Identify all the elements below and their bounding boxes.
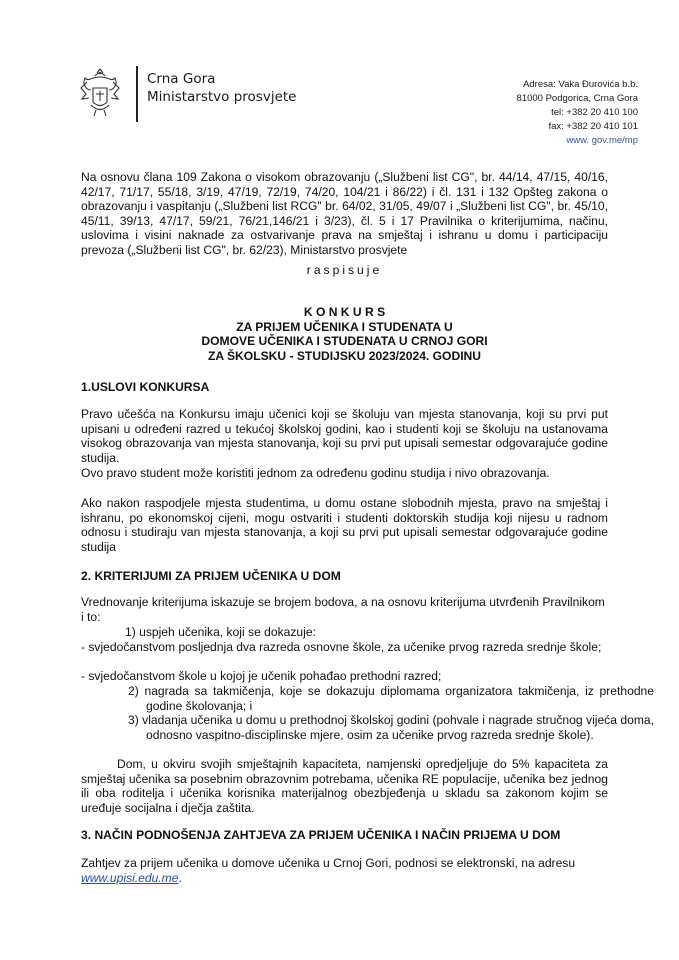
criterion-1-sub-1: - svjedočanstvom posljednja dva razreda osnovne škole, za učenike prvog razreda srednje škole; [81, 640, 602, 654]
section-1-paragraph-1: Pravo učešća na Konkursu imaju učenici koji se školuju van mjesta stanovanja, koji su prvi put upisani u određeni razred u tekućoj školskoj godini, kao i studenti koji se školuju na ustanovama visokog obrazovanja van mjesta stanovanja, koji su prvi put upisali semestar odgovarajuće godine studija. [81, 407, 608, 465]
address-street: Adresa: Vaka Đurovića b.b. [523, 79, 638, 90]
legal-basis-paragraph: Na osnovu člana 109 Zakona o visokom obrazovanju („Službeni list CG", br. 44/14, 47/15, 40/16, 42/17, 71/17, 55/18, 3/19, 47/19, 72/19, 74/20, 104/21 i 86/22) i čl. 131 i 132 Opšteg zakona o obrazovanju i vaspitanju („Službeni list RCG" br. 64/02, 31/05, 49/07 i „Službeni list CG", br. 45/10, 45/11, 39/13, 47/17, 59/21, 76/21,146/21 i 3/23), čl. 5 i 17 Pravilnika o kriterijumima, načinu, uslovima i visini naknade za ostvarivanje prava na smještaj i ishranu u domu i participaciju prevoza („Službeni list CG", br. 62/23), Ministarstvo prosvjete [81, 170, 608, 257]
letterhead [78, 64, 638, 154]
criterion-2: 2) nagrada sa takmičenja, koje se dokazuju diplomama organizatora takmičenja, iz prethodne godine školovanja; i [128, 684, 654, 713]
section-2-intro: Vrednovanje kriterijuma iskazuje se brojem bodova, a na osnovu kriterijuma utvrđenih Pravilnikom i to: [81, 595, 605, 624]
section-1-heading: 1.USLOVI KONKURSA [81, 380, 210, 394]
section-2-closing: Dom, u okviru svojih smještajnih kapaciteta, namjenski opredjeljuje do 5% kapaciteta za smještaj učenika sa posebnim obrazovnim potrebama, učenika RE populacije, učenika bez jednog ili oba roditelja i učenika korisnika materijalnog obezbjeđenja u skladu sa zakonom kojim se uređuje socijalna i dječja zaštita. [81, 757, 608, 815]
organization-name [147, 70, 296, 106]
raspisuje-label: raspisuje [306, 263, 383, 277]
document-title [81, 305, 608, 363]
upisi-link[interactable]: www.upisi.edu.me [81, 870, 179, 885]
phone-number: tel: +382 20 410 100 [551, 107, 638, 118]
address-city: 81000 Podgorica, Crna Gora [516, 93, 638, 104]
section-2-heading: 2. KRITERIJUMI ZA PRIJEM UČENIKA U DOM [81, 569, 341, 583]
criterion-3: 3) vladanja učenika u domu u prethodnoj školskoj godini (pohvale i nagrade stručnog vijeća doma, odnosno vaspitno-disciplinske mjere, osim za učenike prvog razreda srednje škole). [128, 713, 654, 742]
criterion-1-sub-2: - svjedočanstvom škole u kojoj je učenik pohađao prethodni razred; [81, 669, 442, 683]
section-3-heading: 3. NAČIN PODNOŠENJA ZAHTJEVA ZA PRIJEM UČENIKA I NAČIN PRIJEMA U DOM [81, 828, 561, 842]
criterion-1: 1) uspjeh učenika, koji se dokazuje: [125, 625, 316, 639]
section-3-period: . [178, 870, 182, 885]
contact-block [517, 78, 638, 148]
title-line-3: DOMOVE UČENIKA I STUDENATA U CRNOJ GORI [201, 334, 488, 349]
section-1-paragraph-3: Ako nakon raspodjele mjesta studentima, u domu ostane slobodnih mjesta, pravo na smještaj i ishranu, po ekonomskoj cijeni, mogu ostvariti i studenti doktorskih studija koji nijesu u radnom odnosu i studiraju van mjesta stanovanja, a koji su prvi put upisali semestar odgovarajuće godine studija [81, 496, 608, 554]
section-1-paragraph-2: Ovo pravo student može koristiti jednom za određenu godinu studija i nivo obrazovanja. [81, 466, 550, 480]
fax-number: fax: +382 20 410 101 [548, 121, 638, 132]
title-line-1: K O N K U R S [303, 305, 386, 319]
title-line-4: ZA ŠKOLSKU - STUDIJSKU 2023/2024. GODINU [207, 348, 482, 363]
org-ministry: Ministarstvo prosvjete [147, 89, 297, 105]
section-3-paragraph [81, 856, 608, 885]
website-link[interactable]: www. gov.me/mp [566, 135, 638, 146]
coat-of-arms-icon [78, 68, 122, 118]
title-line-2: ZA PRIJEM UČENIKA I STUDENATA U [236, 319, 453, 334]
org-country: Crna Gora [147, 71, 216, 87]
section-3-text: Zahtjev za prijem učenika u domove učenika u Crnoj Gori, podnosi se elektronski, na adresu [81, 856, 576, 870]
header-divider [136, 66, 138, 122]
